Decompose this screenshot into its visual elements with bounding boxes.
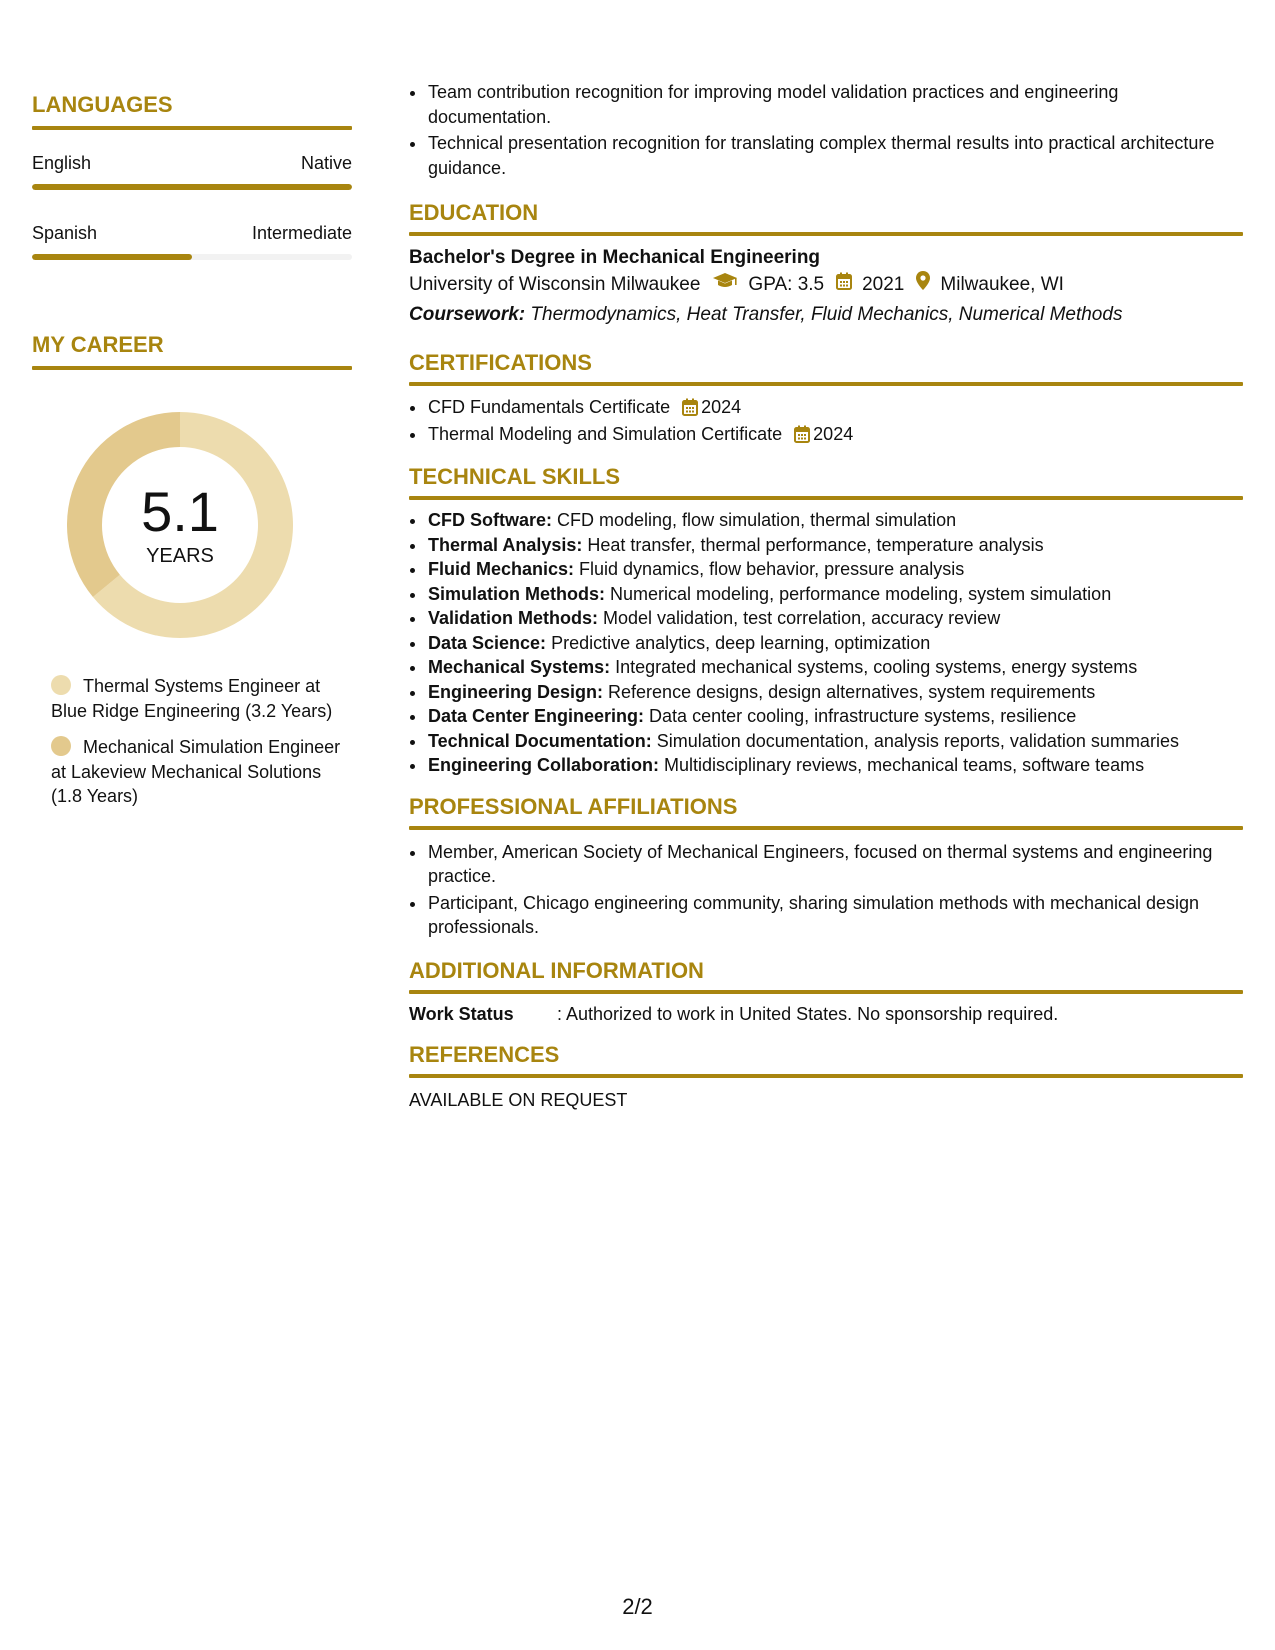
skill-text: Reference designs, design alternatives, system requirements xyxy=(603,681,1096,702)
calendar-icon xyxy=(794,425,810,443)
school-location: Milwaukee, WI xyxy=(940,274,1064,295)
gpa: GPA: 3.5 xyxy=(748,274,825,295)
list-item: • Team contribution recognition for improving model validation practices and engineering documentation. xyxy=(427,80,1243,129)
experience-continued-bullets xyxy=(409,80,1243,180)
school-name: University of Wisconsin Milwaukee xyxy=(409,274,701,295)
section-divider xyxy=(409,1074,1243,1078)
skill-label: Data Center Engineering: xyxy=(428,706,645,726)
calendar-icon xyxy=(682,398,698,416)
career-donut-chart xyxy=(67,412,293,638)
career-role-label: Mechanical Simulation Engineer at Lakeview Mechanical Solutions (1.8 Years) xyxy=(51,737,341,806)
skill-item xyxy=(427,557,1243,582)
languages-heading: LANGUAGES xyxy=(32,92,173,117)
certification-name: Thermal Modeling and Simulation Certificate xyxy=(428,424,783,444)
career-legend xyxy=(51,674,341,809)
page-number: 2/2 xyxy=(622,1594,653,1619)
skill-item xyxy=(427,508,1243,533)
skill-item xyxy=(427,655,1243,680)
career-heading: MY CAREER xyxy=(32,332,164,357)
graduation-cap-icon xyxy=(712,270,738,300)
career-legend-item xyxy=(51,674,341,723)
skill-item xyxy=(427,753,1243,778)
language-name: Spanish xyxy=(32,223,98,243)
skill-item xyxy=(427,533,1243,558)
references-section xyxy=(409,1042,1243,1112)
affiliations-heading: PROFESSIONAL AFFILIATIONS xyxy=(409,793,738,819)
work-status-value: : Authorized to work in United States. No sponsorship required. xyxy=(557,1003,1059,1024)
career-role-label: Thermal Systems Engineer at Blue Ridge Engineering (3.2 Years) xyxy=(51,676,333,721)
skill-label: Thermal Analysis: xyxy=(428,534,583,555)
affiliations-section xyxy=(409,794,1243,940)
skill-item xyxy=(427,582,1243,607)
additional-info-heading: ADDITIONAL INFORMATION xyxy=(409,957,704,983)
section-divider xyxy=(409,826,1243,830)
skill-text: Model validation, test correlation, accuracy review xyxy=(598,608,1001,628)
career-section xyxy=(32,332,352,809)
section-divider xyxy=(409,382,1243,386)
section-divider xyxy=(32,126,352,130)
certifications-list xyxy=(409,394,1243,448)
section-divider xyxy=(409,990,1243,994)
skill-item xyxy=(427,631,1243,656)
skill-label: Technical Documentation: xyxy=(428,730,652,751)
certification-item xyxy=(427,421,1243,448)
skill-label: Engineering Collaboration: xyxy=(428,755,660,775)
skill-label: Simulation Methods: xyxy=(428,583,605,604)
main-column xyxy=(409,80,1243,1112)
references-heading: REFERENCES xyxy=(409,1041,560,1067)
language-level: Native xyxy=(300,153,352,173)
language-name: English xyxy=(32,153,92,173)
certifications-section xyxy=(409,350,1243,448)
section-divider xyxy=(409,496,1243,500)
skill-item xyxy=(427,606,1243,631)
language-proficiency-fill xyxy=(32,184,352,190)
calendar-icon xyxy=(836,270,852,300)
degree-title: Bachelor's Degree in Mechanical Engineering xyxy=(409,247,821,268)
coursework xyxy=(409,300,1243,330)
legend-dot xyxy=(51,736,71,756)
skill-label: Engineering Design: xyxy=(428,681,604,702)
skill-item xyxy=(427,704,1243,729)
language-item-english xyxy=(32,152,352,190)
certification-date xyxy=(682,394,741,421)
education-meta xyxy=(409,270,1243,300)
skill-text: Numerical modeling, performance modeling, system simulation xyxy=(605,583,1112,604)
work-status-label: Work Status xyxy=(409,1003,514,1024)
affiliations-list xyxy=(409,840,1243,940)
certification-name: CFD Fundamentals Certificate xyxy=(428,397,671,417)
languages-section xyxy=(32,92,352,260)
certifications-heading: CERTIFICATIONS xyxy=(409,350,592,375)
language-item-spanish xyxy=(32,222,352,260)
certification-year: 2024 xyxy=(701,397,742,417)
list-item: • Participant, Chicago engineering community, sharing simulation methods with mechanical design professionals. xyxy=(427,891,1243,940)
work-status-row xyxy=(409,1002,1243,1026)
skill-text: Heat transfer, thermal performance, temperature analysis xyxy=(582,534,1044,555)
list-item: • Member, American Society of Mechanical Engineers, focused on thermal systems and engineering practice. xyxy=(427,840,1243,889)
legend-dot xyxy=(51,675,71,695)
certification-date xyxy=(794,421,853,448)
technical-skills-heading: TECHNICAL SKILLS xyxy=(409,464,621,489)
language-proficiency-fill xyxy=(32,254,192,260)
section-divider xyxy=(32,366,352,370)
section-divider xyxy=(409,232,1243,236)
certification-item xyxy=(427,394,1243,421)
coursework-label: Coursework: xyxy=(409,304,526,325)
skill-text: Multidisciplinary reviews, mechanical teams, software teams xyxy=(659,755,1145,775)
list-item: • Technical presentation recognition for translating complex thermal results into practical architecture guidance. xyxy=(427,131,1243,180)
career-legend-item xyxy=(51,735,341,809)
career-total-years: 5.1 xyxy=(141,480,219,543)
skills-list xyxy=(409,508,1243,778)
skill-label: CFD Software: xyxy=(428,510,553,530)
language-level: Intermediate xyxy=(251,223,352,243)
sidebar xyxy=(32,92,352,821)
language-proficiency-bar xyxy=(32,254,352,260)
certification-year: 2024 xyxy=(813,424,854,444)
career-years-label: YEARS xyxy=(146,545,214,567)
technical-skills-section xyxy=(409,464,1243,778)
skill-text: Integrated mechanical systems, cooling systems, energy systems xyxy=(610,657,1138,677)
skill-label: Fluid Mechanics: xyxy=(428,559,575,579)
education-section xyxy=(409,200,1243,330)
donut-center xyxy=(67,412,293,638)
skill-text: Simulation documentation, analysis reports, validation summaries xyxy=(651,730,1179,751)
skill-text: CFD modeling, flow simulation, thermal simulation xyxy=(552,510,957,530)
additional-info-section xyxy=(409,958,1243,1026)
education-heading: EDUCATION xyxy=(409,200,539,225)
skill-label: Mechanical Systems: xyxy=(428,657,611,677)
skill-label: Validation Methods: xyxy=(428,608,599,628)
references-text: AVAILABLE ON REQUEST xyxy=(409,1089,628,1110)
skill-item xyxy=(427,680,1243,705)
location-pin-icon xyxy=(916,270,930,300)
skill-text: Data center cooling, infrastructure systems, resilience xyxy=(644,706,1077,726)
skill-text: Fluid dynamics, flow behavior, pressure analysis xyxy=(574,559,965,579)
coursework-list: Thermodynamics, Heat Transfer, Fluid Mechanics, Numerical Methods xyxy=(525,304,1123,325)
skill-text: Predictive analytics, deep learning, optimization xyxy=(546,632,931,653)
graduation-year: 2021 xyxy=(862,274,905,295)
language-proficiency-bar xyxy=(32,184,352,190)
skill-item xyxy=(427,729,1243,754)
skill-label: Data Science: xyxy=(428,632,547,653)
